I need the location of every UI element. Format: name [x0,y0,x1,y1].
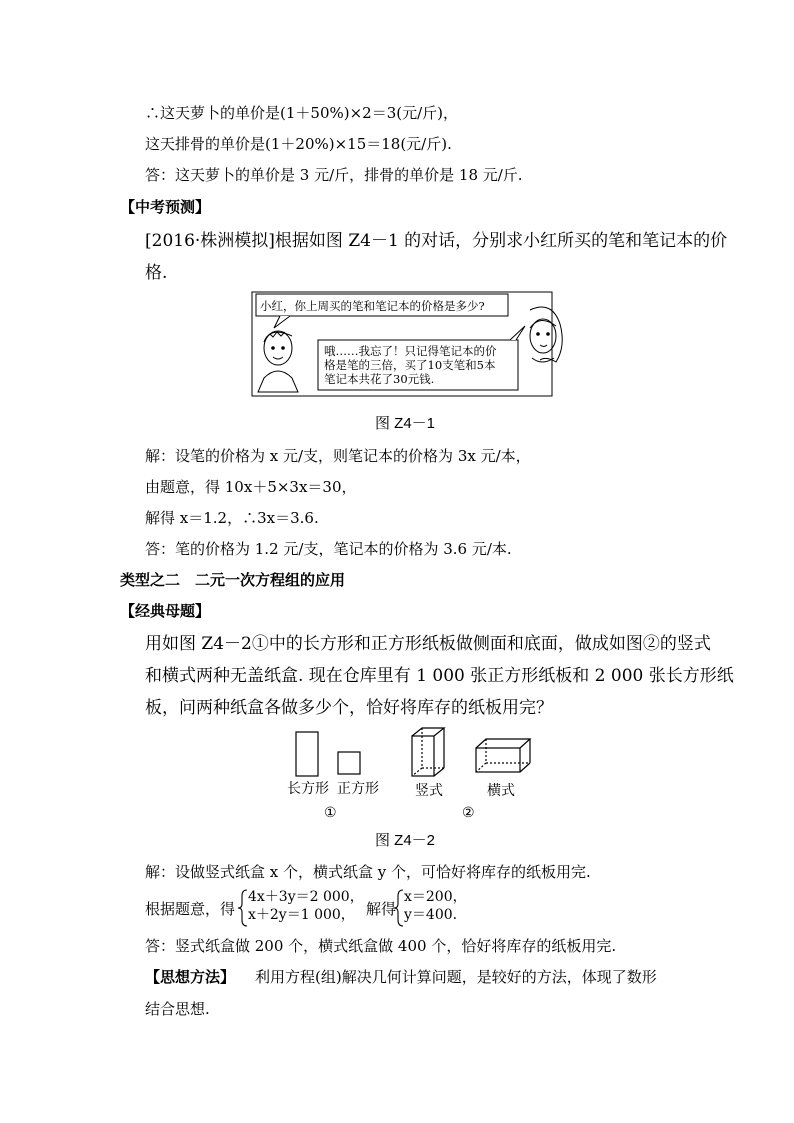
equation-result: x＝200， [404,889,467,905]
question-text: 和横式两种无盖纸盒. 现在仓库里有 1 000 张正方形纸板和 2 000 张长方形纸 [145,666,734,686]
answer-line: 答：竖式纸盒做 200 个，横式纸盒做 400 个，恰好将库存的纸板用完. [145,937,617,955]
girl-icon [530,307,562,362]
answer-line: 答：笔的价格为 1.2 元/支，笔记本的价格为 3.6 元/本. [145,540,512,558]
equation: x＋2y＝1 000， [248,907,355,923]
boy-icon [258,331,298,392]
solution-line: 由题意，得 10x＋5×3x＝30， [145,478,357,496]
section-heading: 【经典母题】 [120,602,211,620]
square-board [338,752,360,774]
figure-label: 正方形 [337,781,379,797]
question-text: [2016·株洲模拟]根据如图 Z4－1 的对话，分别求小红所买的笔和笔记本的价 [145,231,728,251]
bubble-text: 哦……我忘了！只记得笔记本的价 [324,344,497,358]
solution-line: 解得 [366,900,397,918]
solution-line: 根据题意，得 [145,900,236,918]
equation-result: y＝400. [404,907,458,923]
solution-line: 解：设笔的价格为 x 元/支，则笔记本的价格为 3x 元/本， [145,447,531,465]
figure-label: 长方形 [287,781,329,797]
figure-caption: 图 Z4－2 [375,832,436,849]
section-heading: 【中考预测】 [120,198,211,216]
bubble-text: 笔记本共花了30元钱. [324,372,435,386]
figure-caption: 图 Z4－1 [375,415,436,432]
rectangle-board [296,732,318,776]
figure-label: ① [324,805,337,821]
box-figure [280,722,560,782]
question-text: 板，问两种纸盒各做多少个，恰好将库存的纸板用完？ [145,698,553,718]
solution-line: 这天排骨的单价是(1＋20%)×15＝18(元/斤). [145,135,452,153]
method-text: 结合思想. [145,1000,210,1018]
figure-label: 横式 [487,783,515,799]
bubble-text: 小红，你上周买的笔和笔记本的价格是多少? [260,299,485,313]
horizontal-box [476,739,530,772]
vertical-box [412,728,444,776]
question-text: 用如图 Z4－2①中的长方形和正方形纸板做侧面和底面，做成如图②的竖式 [145,634,711,654]
method-text: 利用方程(组)解决几何计算问题，是较好的方法，体现了数形 [255,968,657,986]
answer-line: 答：这天萝卜的单价是 3 元/斤，排骨的单价是 18 元/斤. [145,166,523,184]
solution-line: 解：设做竖式纸盒 x 个，横式纸盒 y 个，可恰好将库存的纸板用完. [145,863,591,881]
figure-label: 竖式 [415,783,443,799]
solution-line: 解得 x＝1.2，∴3x＝3.6. [145,509,319,527]
bubble-text: 格是笔的三倍，买了10支笔和5本 [324,358,496,372]
section-heading: 类型之二 二元一次方程组的应用 [120,571,346,589]
figure-label: ② [462,805,475,821]
section-heading: 【思想方法】 [145,968,236,986]
question-text: 格. [145,263,168,283]
solution-line: ∴这天萝卜的单价是(1＋50%)×2＝3(元/斤)， [145,104,459,122]
equation: 4x＋3y＝2 000， [248,889,364,905]
